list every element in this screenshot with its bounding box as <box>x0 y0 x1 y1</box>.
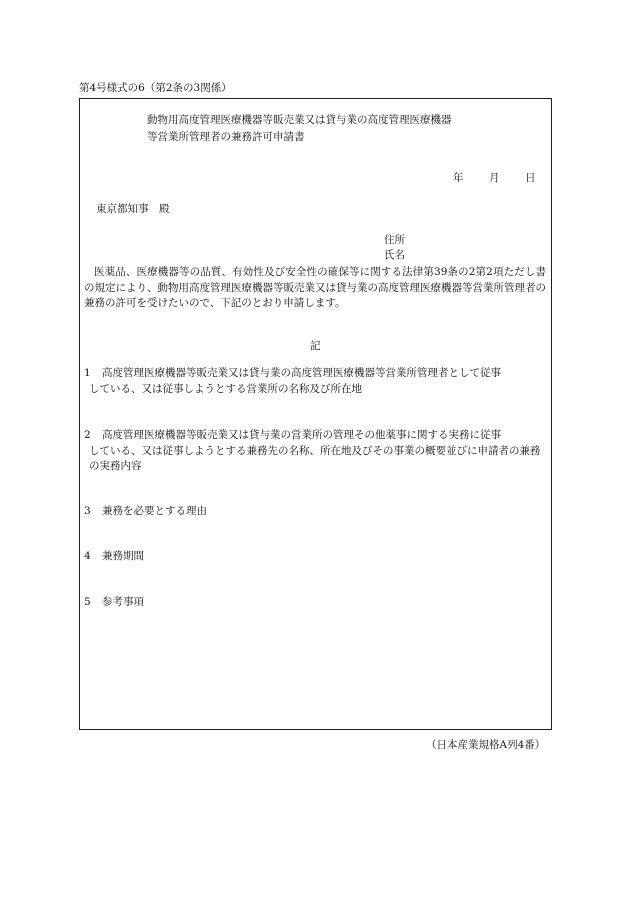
item-number: 3 <box>84 505 91 517</box>
item-text: 兼務を必要とする理由 <box>102 505 207 517</box>
date-month-label: 月 <box>489 172 500 184</box>
form-border-box <box>79 98 552 730</box>
address-label: 住所 <box>384 234 405 246</box>
list-item <box>84 549 546 565</box>
item-text-continuation: している、又は従事しようとする兼務先の名称、所在地及びその事業の概要並びに申請者の兼務の実務内容 <box>89 444 541 472</box>
list-item <box>84 428 546 475</box>
item-number: 5 <box>84 596 91 608</box>
application-body-text: 医薬品、医療機器等の品質、有効性及び安全性の確保等に関する法律第39条の2第2項ただし書の規定により、動物用高度管理医療機器等販売業又は貸与業の高度管理医療機器等営業所管理者の兼務の許可を受けたいので、下記のとおり申請します。 <box>84 266 546 309</box>
list-item <box>84 504 546 520</box>
date-year-label: 年 <box>453 172 464 184</box>
item-text-first-line: 高度管理医療機器等販売業又は貸与業の営業所の管理その他薬事に関する実務に従事 <box>102 429 501 441</box>
item-number: 4 <box>84 550 91 562</box>
item-text-first-line: 高度管理医療機器等販売業又は貸与業の高度管理医療機器等営業所管理者として従事 <box>102 367 501 379</box>
list-item <box>84 595 546 611</box>
item-text-continuation: している、又は従事しようとする営業所の名称及び所在地 <box>89 382 362 395</box>
name-label: 氏名 <box>384 249 405 261</box>
title-line-2: 等営業所管理者の兼務許可申請書 <box>147 131 305 143</box>
addressee: 東京都知事 殿 <box>96 203 170 215</box>
item-text: 兼務期間 <box>102 550 144 562</box>
title-line-1: 動物用高度管理医療機器等販売業又は貸与業の高度管理医療機器 <box>147 114 452 126</box>
ki-heading: 記 <box>310 340 321 352</box>
list-item <box>84 366 546 397</box>
item-text: 参考事項 <box>102 596 144 608</box>
item-number: 1 <box>84 367 91 379</box>
item-number: 2 <box>84 429 91 441</box>
form-number-label: 第4号様式の6（第2条の3関係） <box>79 82 232 94</box>
paper-size-note: （日本産業規格A列4番） <box>426 739 546 751</box>
date-day-label: 日 <box>525 172 536 184</box>
